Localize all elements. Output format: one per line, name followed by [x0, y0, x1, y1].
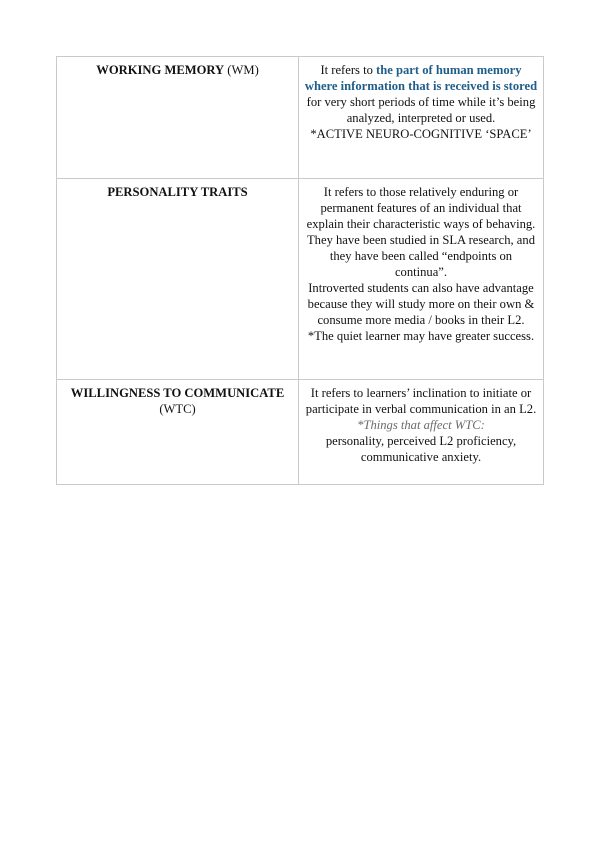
- table-row: [57, 179, 544, 380]
- definition-paragraph: They have been studied in SLA research, and they have been called “endpoints on continua”.: [306, 233, 535, 279]
- definition-text: for very short periods of time while it’s being analyzed, interpreted or used.: [306, 95, 536, 125]
- terms-table: [56, 56, 544, 485]
- definition-highlight: the part of human memory where information that is received is stored: [304, 63, 538, 93]
- term-abbreviation: (WM): [224, 63, 259, 77]
- definition-italic-heading: *Things that affect WTC:: [357, 418, 485, 432]
- definition-cell-working-memory: [299, 57, 544, 179]
- term-label: PERSONALITY TRAITS: [107, 185, 248, 199]
- table-row: [57, 57, 544, 179]
- term-abbreviation: (WTC): [159, 402, 196, 416]
- term-label: WORKING MEMORY: [96, 63, 225, 77]
- definition-cell-willingness-to-communicate: [299, 380, 544, 485]
- term-cell-willingness-to-communicate: [57, 380, 299, 485]
- term-cell-personality-traits: [57, 179, 299, 380]
- term-cell-working-memory: [57, 57, 299, 179]
- definition-cell-personality-traits: [299, 179, 544, 380]
- definition-paragraph: It refers to learners’ inclination to initiate or participate in verbal communication in an L2.: [305, 386, 537, 416]
- definition-note: *ACTIVE NEURO-COGNITIVE ‘SPACE’: [310, 127, 532, 141]
- definition-paragraph: Introverted students can also have advantage because they will study more on their own & consume more media / books in their L2. *The quiet learner may have greater success.: [307, 281, 535, 343]
- term-label: WILLINGNESS TO COMMUNICATE: [70, 386, 285, 400]
- table-row: [57, 380, 544, 485]
- definition-paragraph: personality, perceived L2 proficiency, communicative anxiety.: [325, 434, 517, 464]
- definition-text: It refers to: [320, 63, 377, 77]
- definition-paragraph: It refers to those relatively enduring or permanent features of an individual that explain their characteristic ways of behaving.: [306, 185, 536, 231]
